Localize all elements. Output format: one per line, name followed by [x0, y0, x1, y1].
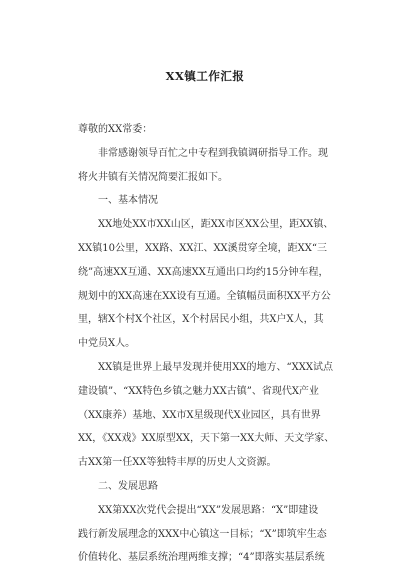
- paragraph-line: 建设镇”、“XX特色乡镇之魅力XX古镇”、省现代X产业: [78, 385, 319, 397]
- paragraph-line: 价值转化、基层系统治理两维支撑；“4”即落实基层系统: [78, 552, 325, 564]
- document-body: [78, 118, 358, 570]
- paragraph-line: XX镇是世界上最早发现并使用XX的地方、“XXX试点: [98, 361, 333, 373]
- paragraph-line: 规划中的XX高速在XX设有互通。全镇幅员面积XX平方公: [78, 290, 331, 302]
- section-heading: 一、基本情况: [98, 195, 158, 207]
- paragraph-line: XX第XX次党代会提出“XX”发展思路：“X”即建设: [98, 504, 319, 516]
- paragraph-line: （XX康养）基地、XX市X星级现代X业园区，具有世界: [78, 409, 321, 421]
- document-title: XX镇工作汇报: [165, 69, 245, 83]
- paragraph-line: XX镇10公里，XX路、XX江、XX溪贯穿全境，距XX“三: [78, 242, 328, 254]
- paragraph-line: XX，《XX戏》XX原型XX，天下第一XX大师、天文学家、: [78, 433, 335, 445]
- salutation-line: 尊敬的XX常委：: [78, 124, 153, 135]
- paragraph-line: 里，辖X个村X个社区，X个村居民小组，共X户X人，其: [78, 314, 324, 326]
- paragraph-line: XX地处XX市XX山区，距XX市区XX公里，距XX镇、: [98, 219, 334, 231]
- paragraph-line: 中党员X人。: [78, 338, 136, 350]
- section-heading: 二、发展思路: [98, 480, 158, 492]
- paragraph-line: 将火井镇有关情况简要汇报如下。: [78, 171, 228, 183]
- paragraph-line: 古XX第一任XX等独特丰厚的历史人文资源。: [78, 457, 277, 469]
- paragraph-line: 践行新发展理念的XXX中心镇这一目标；“X”即筑牢生态: [78, 528, 327, 540]
- paragraph-line: 非常感谢领导百忙之中专程到我镇调研指导工作。现: [98, 147, 328, 159]
- paragraph-line: 绕”高速XX互通、XX高速XX互通出口均约15分钟车程，: [78, 266, 329, 278]
